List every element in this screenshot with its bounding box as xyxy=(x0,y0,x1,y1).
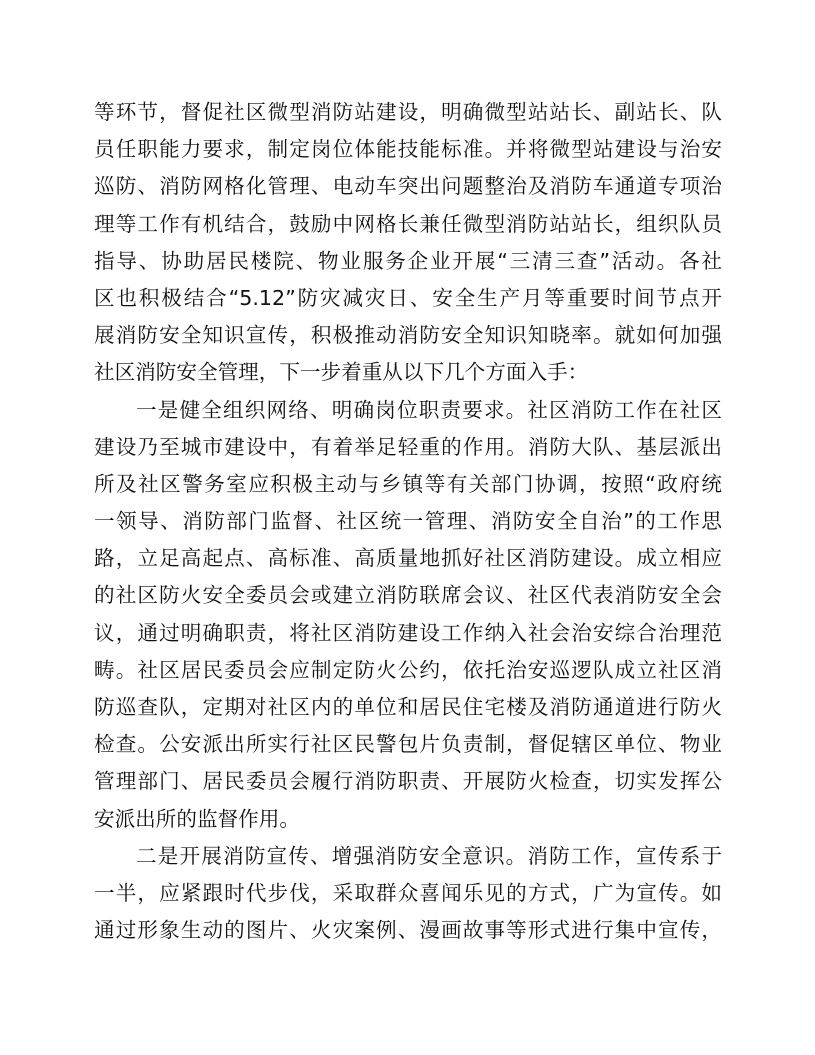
text-line: 二是开展消防宣传、增强消防安全意识。消防工作，宣传系于 xyxy=(136,843,722,868)
text-line: 畴。社区居民委员会应制定防火公约，依托治安巡逻队成立社区消 xyxy=(94,657,722,682)
text-line: 所及社区警务室应积极主动与乡镇等有关部门协调，按照“政府统 xyxy=(94,471,722,496)
text-line: 建设乃至城市建设中，有着举足轻重的作用。消防大队、基层派出 xyxy=(94,434,722,459)
text-line: 一是健全组织网络、明确岗位职责要求。社区消防工作在社区 xyxy=(136,397,722,422)
text-line: 一半，应紧跟时代步伐，采取群众喜闻乐见的方式，广为宣传。如 xyxy=(94,880,722,905)
text-line: 等环节，督促社区微型消防站建设，明确微型站站长、副站长、队 xyxy=(94,100,722,124)
text-line: 防巡查队，定期对社区内的单位和居民住宅楼及消防通道进行防火 xyxy=(94,695,722,719)
text-line: 展消防安全知识宣传，积极推动消防安全知识知晓率。就如何加强 xyxy=(94,323,722,348)
text-line: 一领导、消防部门监督、社区统一管理、消防安全自治”的工作思 xyxy=(94,509,722,534)
text-line: 巡防、消防网格化管理、电动车突出问题整治及消防车通道专项治 xyxy=(94,174,722,199)
paragraph-continuation xyxy=(94,94,722,392)
document-page xyxy=(94,94,722,949)
text-line: 指导、协助居民楼院、物业服务企业开展“三清三查”活动。各社 xyxy=(94,248,722,273)
text-line: 的社区防火安全委员会或建立消防联席会议、社区代表消防安全会 xyxy=(94,583,722,608)
paragraph-publicity xyxy=(94,838,722,950)
text-line: 安派出所的监督作用。 xyxy=(94,806,300,831)
text-line: 议，通过明确职责，将社区消防建设工作纳入社会治安综合治理范 xyxy=(94,620,722,645)
text-line: 检查。公安派出所实行社区民警包片负责制，督促辖区单位、物业 xyxy=(94,732,722,757)
paragraph-organization xyxy=(94,392,722,838)
text-line: 通过形象生动的图片、火灾案例、漫画故事等形式进行集中宣传， xyxy=(94,918,722,943)
text-line: 理等工作有机结合，鼓励中网格长兼任微型消防站站长，组织队员 xyxy=(94,211,722,236)
text-line: 区也积极结合“5.12”防灾减灾日、安全生产月等重要时间节点开 xyxy=(94,285,722,310)
text-line: 管理部门、居民委员会履行消防职责、开展防火检查，切实发挥公 xyxy=(94,769,722,794)
text-line: 路，立足高起点、高标准、高质量地抓好社区消防建设。成立相应 xyxy=(94,546,722,571)
text-line: 员任职能力要求，制定岗位体能技能标准。并将微型站建设与治安 xyxy=(94,137,722,162)
text-line: 社区消防安全管理，下一步着重从以下几个方面入手： xyxy=(94,360,589,385)
